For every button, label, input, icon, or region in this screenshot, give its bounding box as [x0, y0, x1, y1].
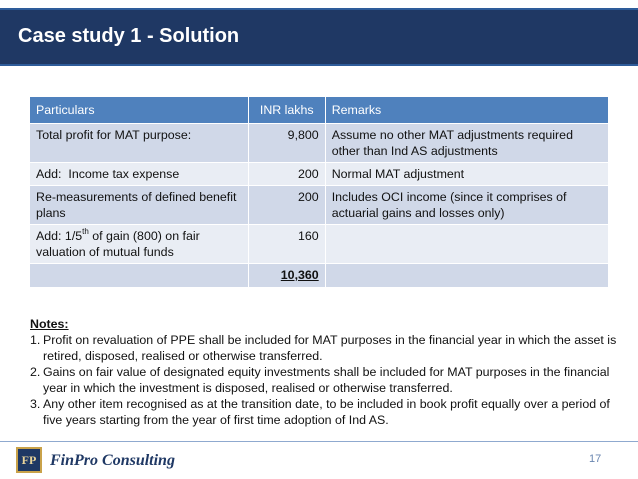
note-number: 2. — [30, 365, 41, 379]
header-remarks: Remarks — [325, 97, 608, 124]
table-row — [30, 163, 609, 186]
header-inr-lakhs: INR lakhs — [248, 97, 325, 124]
page-number: 17 — [589, 453, 602, 465]
cell-amount: 9,800 — [248, 124, 325, 163]
cell-remarks: Normal MAT adjustment — [325, 163, 608, 186]
table-header-row — [30, 97, 609, 124]
total-amount: 10,360 — [248, 264, 325, 288]
cell-amount: 200 — [248, 186, 325, 225]
cell-empty — [30, 264, 249, 288]
finpro-logo — [16, 447, 42, 473]
cell-particulars: Add: Income tax expense — [30, 163, 249, 186]
logo-text: FP — [21, 452, 37, 467]
notes-heading: Notes: — [30, 317, 69, 331]
footer-divider — [0, 441, 638, 442]
solution-table — [29, 96, 609, 288]
title-bar — [0, 8, 638, 66]
note-number: 3. — [30, 397, 41, 411]
note-text: Profit on revaluation of PPE shall be included for MAT purposes in the financial year in which the asset is retired, disposed, realised or otherwise transferred. — [43, 333, 617, 363]
header-particulars: Particulars — [30, 97, 249, 124]
notes-section — [30, 316, 620, 428]
particulars-text: Add: 1/5 — [36, 229, 83, 243]
table-row — [30, 186, 609, 225]
table-row — [30, 225, 609, 264]
cell-particulars: Total profit for MAT purpose: — [30, 124, 249, 163]
note-item — [30, 332, 620, 364]
notes-list — [30, 332, 620, 428]
note-item — [30, 396, 620, 428]
table-row — [30, 124, 609, 163]
cell-particulars: Re-measurements of defined benefit plans — [30, 186, 249, 225]
brand-name: FinPro Consulting — [50, 452, 175, 469]
cell-empty — [325, 264, 608, 288]
cell-remarks: Assume no other MAT adjustments required other than Ind AS adjustments — [325, 124, 608, 163]
note-item — [30, 364, 620, 396]
cell-remarks — [325, 225, 608, 264]
note-text: Gains on fair value of designated equity investments shall be included for MAT purposes in the financial year in which the investment is disposed, realised or otherwise transferred. — [43, 365, 610, 395]
superscript: th — [82, 227, 89, 236]
cell-amount: 160 — [248, 225, 325, 264]
slide-title: Case study 1 - Solution — [18, 25, 240, 47]
note-text: Any other item recognised as at the transition date, to be included in book profit equally over a period of five years starting from the year of first time adoption of Ind AS. — [43, 397, 610, 427]
cell-amount: 200 — [248, 163, 325, 186]
cell-particulars — [30, 225, 249, 264]
note-number: 1. — [30, 333, 41, 347]
particulars-text: of gain (800) on fair valuation of mutual funds — [36, 229, 200, 259]
cell-remarks: Includes OCI income (since it comprises of actuarial gains and losses only) — [325, 186, 608, 225]
table-total-row — [30, 264, 609, 288]
